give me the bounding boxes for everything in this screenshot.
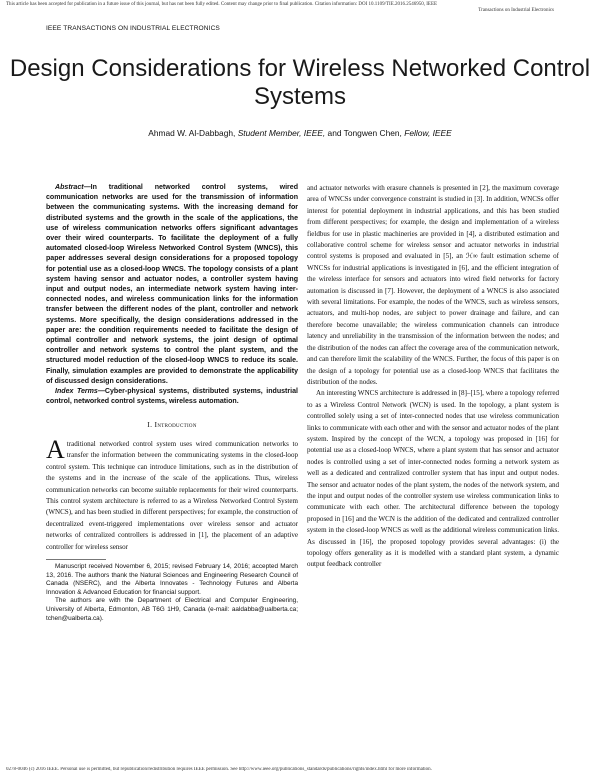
intro-paragraph xyxy=(46,434,298,553)
index-terms-text: —Cyber-physical systems, distributed systems, industrial control, networked control systems, wireless automation. xyxy=(46,388,298,406)
copyright-footer: 0278-0046 (c) 2016 IEEE. Personal use is permitted, but republication/redistribution requires IEEE permission. See http://www.ieee.org/publications_standards/publications/rights/index.html for more information. xyxy=(6,767,432,772)
journal-name: IEEE TRANSACTIONS ON INDUSTRIAL ELECTRONICS xyxy=(46,25,220,32)
abstract-label: Abstract xyxy=(55,184,84,191)
paper-title: Design Considerations for Wireless Networked Control Systems xyxy=(9,55,591,110)
index-terms-label: Index Terms xyxy=(55,388,98,396)
index-terms xyxy=(46,387,298,407)
author-line xyxy=(0,128,600,138)
left-column xyxy=(46,183,298,623)
body-paragraph-1: and actuator networks with erasure channels is presented in [2], the maximum coverage area of WNCSs under convergence constraint is studied in [3]. In addition, WNCSs offer interest for potential deployment in industrial applications, and this has been studied from different perspectives; for example, the design and implementation of a wireless fieldbus for use in plastic machineries are provided in [4], a distributed estimation and collaborative control scheme for wireless sensor and actuator networks in industrial control systems is proposed and evaluated in [5], an ℋ∞ fault estimation scheme of WNCSs for industrial applications is investigated in [6], and the efficient integration of the wireless interface for sensors and actuators into wired field networks for factory automation is discussed in [7]. However, the deployment of a WNCS is also associated with several limitations. For example, the nodes of the WNCS, such as wireless sensors, actuators, and multi-hop nodes, are subject to power drainage and failure, and can therefore become unavailable; the wireless communication channels can introduce latency and unreliability in the transmission of the information between the nodes; and the distribution of the nodes can affect the coverage area of the communication network, and can therefore limit the scalability of the WNCS. Further, the focus of this paper is on the design of a topology for potential use as a closed-loop WNCS that facilitates the distribution of the nodes. xyxy=(307,184,559,386)
abstract-text: —In traditional networked control systems, wired communication networks are used for the transmission of information between the communicating systems. With the increasing demand for distributed systems and the growth in the scale of the applications, the use of wireless communication networks offers significant advantages over their wired counterparts. To facilitate the deployment of a fully automated closed-loop Wireless Networked Control System (WNCS), this paper addresses several design considerations for a proposed topology for potential use as a closed-loop WNCS. The topology consists of a plant system having sensor and actuator nodes, a controller system having input and output nodes, an intermediate network system having inter-connected nodes, and wireless communication links for the information transfer between the different nodes of the plant, controller and network systems. More specifically, the design considerations addressed in the paper are: the condition requirements needed to facilitate the design of optimal controller and network systems, the joint design of optimal controller and network systems to control the plant system, and the structured model reduction of the closed-loop WNCS to reduce its scale. Finally, simulation examples are provided to demonstrate the applicability of discussed design considerations. xyxy=(46,184,298,385)
author-2-role: Fellow, IEEE xyxy=(404,128,452,138)
body-paragraph-2: An interesting WNCS architecture is addressed in [8]–[15], where a topology referred to as a Wireless Control Network (WCN) is used. In the topology, a plant system is controlled solely using a set of inter-connected nodes that use wireless communication links to communicate with each other and with the sensor and actuator nodes of the plant system. Inspired by the concept of the WCN, a topology was proposed in [16] for potential use as a closed-loop WNCS, where a plant system that has sensor and actuator nodes is controlled using a set of inter-connected nodes forming a network system as well as a dedicated and centralized controller system that has input and output nodes. The sensor and actuator nodes of the plant system, the nodes of the network system, and the input and output nodes of the controller system use wireless communication links to communicate with each other. The architectural difference between the topology proposed in [16] and the WCN is the addition of the dedicated and centralized controller system in the closed-loop WNCS as well as the additional wireless communication links. As discussed in [16], the proposed topology provides several advantages: (i) the topology offers generality as it is modelled with a standard plant system, a dynamic output feedback controller xyxy=(307,389,559,569)
author-1: Ahmad W. Al-Dabbagh, xyxy=(148,128,238,138)
notice-line-2: Transactions on Industrial Electronics xyxy=(478,8,554,13)
footnote-rule xyxy=(46,559,106,560)
footnote-manuscript: Manuscript received November 6, 2015; revised February 14, 2016; accepted March 13, 2016. The authors thank the Natural Sciences and Engineering Research Council of Canada (NSERC), and the Alberta Innovates - Technology Futures and Alberta Innovation & Advanced Education for financial support. xyxy=(46,562,298,596)
right-column xyxy=(307,183,559,571)
abstract xyxy=(46,183,298,387)
drop-cap: A xyxy=(46,434,65,464)
author-conjunction: and Tongwen Chen, xyxy=(325,128,405,138)
publication-notice xyxy=(6,2,594,14)
footnote-affiliation: The authors are with the Department of Electrical and Computer Engineering, University of Alberta, Edmonton, AB T6G 1H9, Canada (e-mail: aaldabba@ualberta.ca; tchen@ualberta.ca). xyxy=(46,597,298,622)
intro-text: traditional networked control system uses wired communication networks to transfer the information between the communicating systems in the closed-loop control system. This technique can introduce limitations, such as in the distribution of the systems and in the increase of the scale of the applications. Thus, wireless communication networks can become suitable replacements for their wired counterparts. This control system architecture is referred to as a Wireless Networked Control System (WNCS), and has been studied in different perspectives; for example, the construction of decentralized event-triggered implementations over wireless sensor and actuator networks of centralized controllers is addressed in [1], the placement of an adaptive controller for wireless sensor xyxy=(46,439,298,551)
notice-line-1: This article has been accepted for publication in a future issue of this journal, but has not been fully edited. Content may change prior to final publication. Citation information: DOI 10.1109/TIE.2016.2546950, IEEE xyxy=(6,2,438,7)
section-heading-introduction: I. Introduction xyxy=(147,420,197,430)
author-1-role: Student Member, IEEE, xyxy=(237,128,326,138)
